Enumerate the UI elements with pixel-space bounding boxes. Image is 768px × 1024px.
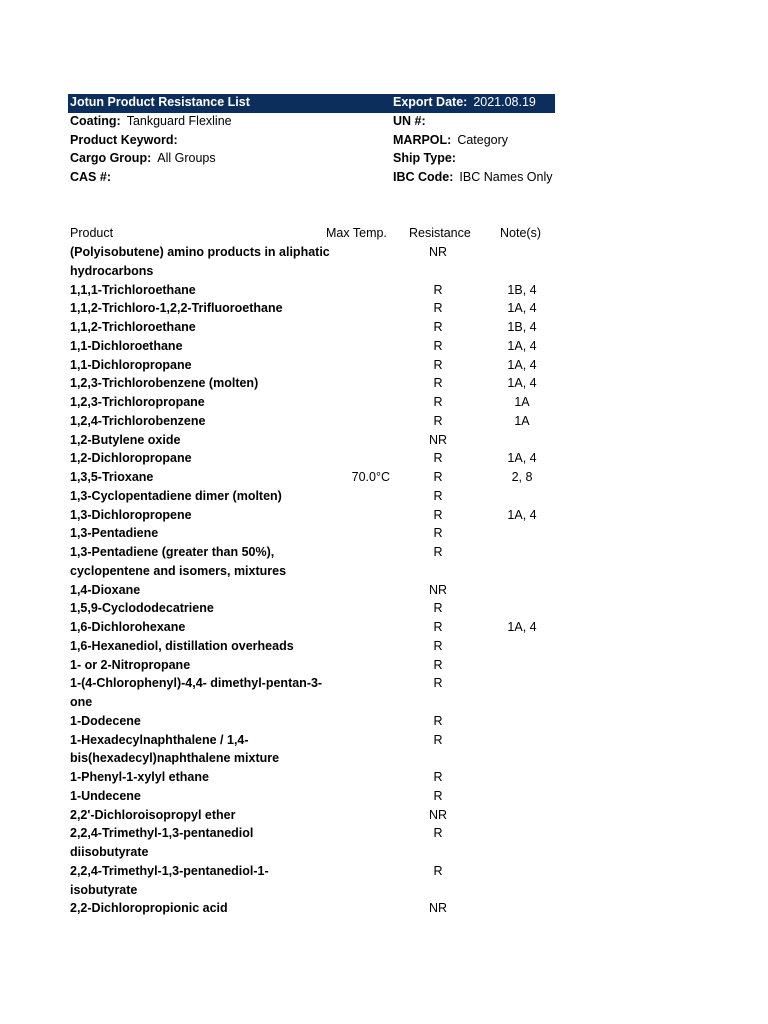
column-header-max-temp: Max Temp. bbox=[326, 226, 387, 240]
notes-cell: 1B, 4 bbox=[507, 320, 537, 334]
product-cell: 1-Undecene bbox=[70, 788, 141, 803]
table-row bbox=[70, 862, 560, 900]
product-cell: 1,3-Pentadiene (greater than 50%), cyclopentene and isomers, mixtures bbox=[70, 545, 287, 578]
notes-cell: 1B, 4 bbox=[507, 282, 537, 297]
resistance-cell: R bbox=[433, 657, 443, 672]
cas-label: CAS #: bbox=[70, 170, 111, 185]
resistance-cell: NR bbox=[428, 432, 448, 447]
column-header-product: Product bbox=[70, 226, 114, 240]
table-row bbox=[70, 449, 560, 468]
resistance-table bbox=[70, 224, 560, 918]
notes-cell: 1A, 4 bbox=[507, 507, 537, 522]
product-cell: 1,2,3-Trichloropropane bbox=[70, 395, 205, 409]
resistance-cell: R bbox=[433, 676, 443, 691]
coating-value: Tankguard Flexline bbox=[126, 114, 232, 128]
meta-row-keyword bbox=[68, 132, 555, 151]
resistance-cell: R bbox=[433, 282, 443, 297]
coating-label: Coating: bbox=[70, 114, 121, 128]
report-header bbox=[68, 94, 555, 188]
ibc-code-value: IBC Names Only bbox=[459, 170, 553, 185]
report-title: Jotun Product Resistance List bbox=[70, 95, 250, 109]
table-row bbox=[70, 806, 560, 825]
table-row bbox=[70, 281, 560, 300]
product-cell: 1-Phenyl-1-xylyl ethane bbox=[70, 770, 209, 784]
resistance-cell: R bbox=[433, 601, 443, 616]
table-header-row bbox=[70, 224, 560, 243]
product-cell: 1,3-Pentadiene bbox=[70, 526, 159, 541]
ibc-code-label: IBC Code: bbox=[393, 170, 454, 185]
product-keyword-label: Product Keyword: bbox=[70, 132, 178, 147]
column-header-notes: Note(s) bbox=[500, 226, 541, 240]
resistance-cell: R bbox=[433, 713, 443, 728]
product-cell: 1,6-Dichlorohexane bbox=[70, 620, 186, 634]
product-cell: 1,2,4-Trichlorobenzene bbox=[70, 413, 206, 428]
column-header-resistance: Resistance bbox=[409, 226, 471, 240]
resistance-cell: NR bbox=[428, 807, 448, 822]
resistance-cell: R bbox=[433, 863, 443, 878]
notes-cell: 1A, 4 bbox=[507, 338, 537, 353]
table-row bbox=[70, 674, 560, 712]
resistance-cell: R bbox=[433, 488, 443, 503]
marpol-label: MARPOL: bbox=[393, 132, 452, 147]
product-cell: 1,1,2-Trichloroethane bbox=[70, 320, 196, 334]
table-row bbox=[70, 618, 560, 637]
product-cell: 1,4-Dioxane bbox=[70, 582, 141, 597]
resistance-cell: R bbox=[433, 526, 443, 541]
table-row bbox=[70, 824, 560, 862]
meta-row-cargo bbox=[68, 150, 555, 169]
table-row bbox=[70, 899, 560, 918]
max-temp-cell: 70.0°C bbox=[351, 470, 390, 484]
product-cell: 1,2-Dichloropropane bbox=[70, 451, 192, 466]
product-cell: 1,1,2-Trichloro-1,2,2-Trifluoroethane bbox=[70, 301, 283, 316]
notes-cell: 1A, 4 bbox=[507, 357, 537, 372]
resistance-cell: R bbox=[433, 395, 443, 409]
resistance-cell: R bbox=[433, 788, 443, 803]
table-row bbox=[70, 356, 560, 375]
table-row bbox=[70, 243, 560, 281]
product-cell: 1- or 2-Nitropropane bbox=[70, 657, 191, 672]
resistance-cell: R bbox=[433, 357, 443, 372]
product-cell: 1,5,9-Cyclododecatriene bbox=[70, 601, 214, 616]
resistance-cell: NR bbox=[428, 901, 448, 916]
resistance-cell: R bbox=[433, 507, 443, 522]
export-date-value: 2021.08.19 bbox=[473, 95, 536, 109]
resistance-cell: NR bbox=[428, 245, 448, 259]
product-cell: 2,2-Dichloropropionic acid bbox=[70, 901, 228, 916]
product-cell: 1,3-Cyclopentadiene dimer (molten) bbox=[70, 488, 282, 503]
product-cell: 2,2,4-Trimethyl-1,3-pentanediol diisobutyrate bbox=[70, 826, 254, 859]
product-cell: (Polyisobutene) amino products in aliphatic hydrocarbons bbox=[70, 245, 330, 278]
export-date-label: Export Date: bbox=[393, 95, 468, 109]
table-row bbox=[70, 637, 560, 656]
table-row bbox=[70, 487, 560, 506]
table-row bbox=[70, 787, 560, 806]
table-row bbox=[70, 731, 560, 769]
table-row bbox=[70, 524, 560, 543]
table-row bbox=[70, 581, 560, 600]
resistance-cell: R bbox=[433, 770, 443, 784]
product-cell: 1,6-Hexanediol, distillation overheads bbox=[70, 638, 294, 653]
un-label: UN #: bbox=[393, 114, 426, 128]
table-row bbox=[70, 318, 560, 337]
resistance-cell: R bbox=[433, 470, 443, 484]
resistance-cell: R bbox=[433, 413, 443, 428]
resistance-cell: R bbox=[433, 638, 443, 653]
table-row bbox=[70, 712, 560, 731]
product-cell: 1,1-Dichloropropane bbox=[70, 357, 192, 372]
product-cell: 1,1,1-Trichloroethane bbox=[70, 282, 196, 297]
resistance-cell: R bbox=[433, 320, 443, 334]
table-row bbox=[70, 768, 560, 787]
table-row bbox=[70, 656, 560, 675]
table-row bbox=[70, 393, 560, 412]
marpol-value: Category bbox=[457, 132, 509, 147]
notes-cell: 1A bbox=[514, 413, 530, 428]
notes-cell: 1A, 4 bbox=[507, 376, 537, 391]
resistance-cell: R bbox=[433, 451, 443, 466]
table-row bbox=[70, 599, 560, 618]
export-date bbox=[393, 95, 536, 109]
table-body bbox=[70, 243, 560, 918]
table-row bbox=[70, 543, 560, 581]
table-row bbox=[70, 468, 560, 487]
resistance-cell: R bbox=[433, 376, 443, 391]
ship-type-label: Ship Type: bbox=[393, 151, 456, 166]
product-cell: 1-(4-Chlorophenyl)-4,4- dimethyl-pentan-3-one bbox=[70, 676, 323, 709]
resistance-cell: R bbox=[433, 338, 443, 353]
product-cell: 1-Hexadecylnaphthalene / 1,4-bis(hexadecyl)naphthalene mixture bbox=[70, 732, 280, 766]
table-row bbox=[70, 412, 560, 431]
resistance-cell: R bbox=[433, 545, 443, 559]
table-row bbox=[70, 506, 560, 525]
resistance-cell: NR bbox=[428, 582, 448, 597]
product-cell: 1,1-Dichloroethane bbox=[70, 338, 183, 353]
notes-cell: 2, 8 bbox=[511, 470, 533, 484]
table-row bbox=[70, 337, 560, 356]
product-cell: 1-Dodecene bbox=[70, 713, 141, 728]
notes-cell: 1A bbox=[514, 395, 530, 409]
title-bar bbox=[68, 94, 555, 113]
table-row bbox=[70, 299, 560, 318]
cargo-group-value: All Groups bbox=[157, 151, 216, 166]
product-cell: 1,3,5-Trioxane bbox=[70, 470, 154, 484]
table-row bbox=[70, 431, 560, 450]
product-cell: 2,2'-Dichloroisopropyl ether bbox=[70, 807, 236, 822]
notes-cell: 1A, 4 bbox=[507, 620, 537, 634]
resistance-cell: R bbox=[433, 732, 443, 747]
notes-cell: 1A, 4 bbox=[507, 451, 537, 466]
cargo-group-label: Cargo Group: bbox=[70, 151, 152, 166]
product-cell: 2,2,4-Trimethyl-1,3-pentanediol-1-isobutyrate bbox=[70, 863, 269, 897]
product-cell: 1,2,3-Trichlorobenzene (molten) bbox=[70, 376, 259, 391]
meta-row-cas bbox=[68, 169, 555, 188]
product-cell: 1,3-Dichloropropene bbox=[70, 507, 192, 522]
meta-row-coating bbox=[68, 113, 555, 132]
resistance-cell: R bbox=[433, 620, 443, 634]
resistance-cell: R bbox=[433, 301, 443, 316]
table-row bbox=[70, 374, 560, 393]
resistance-cell: R bbox=[433, 826, 443, 841]
product-cell: 1,2-Butylene oxide bbox=[70, 432, 181, 447]
notes-cell: 1A, 4 bbox=[507, 301, 537, 316]
